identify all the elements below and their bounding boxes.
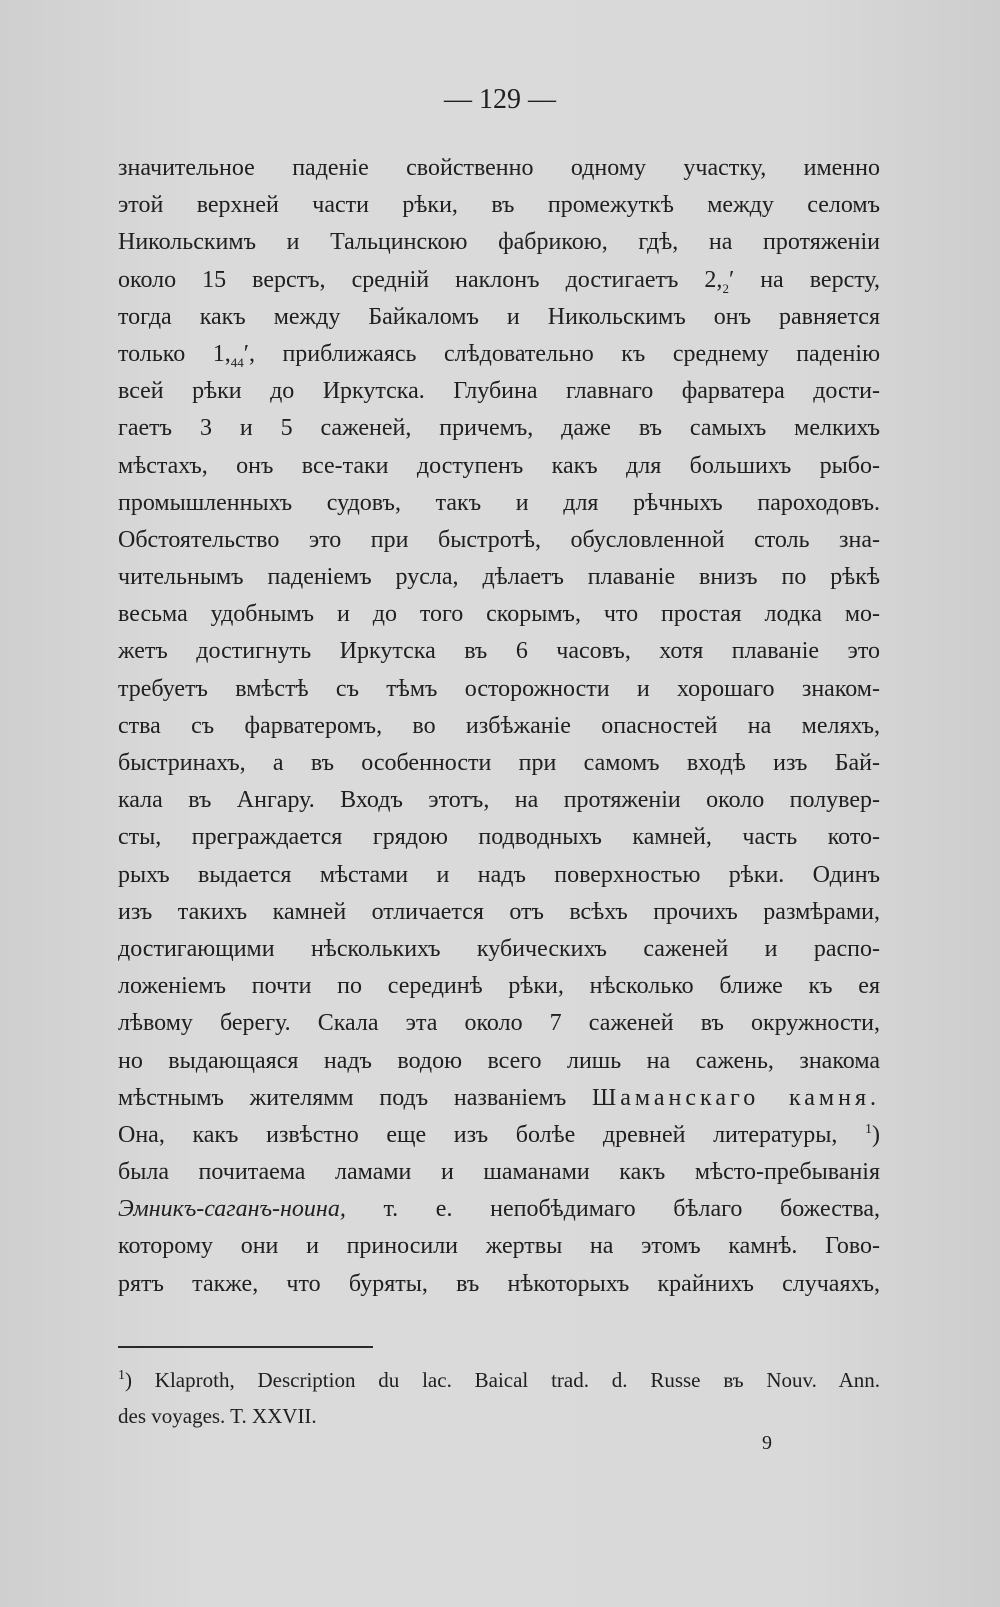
text-line: которому они и приносили жертвы на этомъ камнѣ. Гово- (118, 1233, 880, 1260)
text-line: гаетъ 3 и 5 саженей, причемъ, даже въ самыхъ мелкихъ (118, 415, 880, 442)
text-line: изъ такихъ камней отличается отъ всѣхъ прочихъ размѣрами, (118, 898, 880, 925)
text-line: жетъ достигнуть Иркутска въ 6 часовъ, хотя плаваніе это (118, 638, 880, 665)
text-line: была почитаема ламами и шаманами какъ мѣсто-пребыванія (118, 1159, 880, 1186)
text-line: сты, преграждается грядою подводныхъ камней, часть кото- (118, 824, 880, 851)
text-line: лѣвому берегу. Скала эта около 7 саженей въ окружности, (118, 1010, 880, 1037)
text-line: достигающими нѣсколькихъ кубическихъ саженей и распо- (118, 935, 880, 962)
text-line: промышленныхъ судовъ, такъ и для рѣчныхъ пароходовъ. (118, 489, 880, 516)
text-line: быстринахъ, а въ особенности при самомъ входѣ изъ Бай- (118, 750, 880, 776)
footnote-line: $^1$) Klaproth, Description du lac. Baical trad. d. Russe въ Nouv. Ann. (118, 1368, 880, 1392)
body-text (118, 150, 880, 1303)
text-line: всей рѣки до Иркутска. Глубина главнаго фарватера дости- (118, 378, 880, 405)
text-line: рыхъ выдается мѣстами и надъ поверхностью рѣки. Одинъ (118, 861, 880, 888)
page-number-header: — 129 — (444, 84, 556, 115)
text-line-with-subscript: около 15 верстъ, средній наклонъ достигаетъ $2,_2'$ на версту, (118, 266, 880, 296)
text-line: рятъ также, что буряты, въ нѣкоторыхъ крайнихъ случаяхъ, (118, 1270, 880, 1297)
text-line: мѣстахъ, онъ все-таки доступенъ какъ для большихъ рыбо- (118, 452, 880, 479)
text-line-italic: Эмникъ-саганъ-ноина, т. е. непобѣдимаго бѣлаго божества, (118, 1196, 880, 1223)
text-line-with-footnote-ref: Она, какъ извѣстно еще изъ болѣе древней литературы, $^1$) (118, 1121, 880, 1148)
text-line: чительнымъ паденіемъ русла, дѣлаетъ плаваніе внизъ по рѣкѣ (118, 564, 880, 591)
text-line: значительное паденіе свойственно одному участку, именно (118, 155, 880, 181)
footnote-divider (118, 1346, 373, 1348)
text-line: ства съ фарватеромъ, во избѣжаніе опасностей на меляхъ, (118, 712, 880, 739)
text-line: кала въ Ангару. Входъ этотъ, на протяженіи около полувер- (118, 787, 880, 814)
text-line: весьма удобнымъ и до того скорымъ, что простая лодка мо- (118, 601, 880, 628)
text-line: требуетъ вмѣстѣ съ тѣмъ осторожности и хорошаго знаком- (118, 675, 880, 702)
text-line: Обстоятельство это при быстротѣ, обусловленной столь зна- (118, 526, 880, 553)
text-line: но выдающаяся надъ водою всего лишь на сажень, знакома (118, 1047, 880, 1074)
text-line: Никольскимъ и Тальцинскою фабрикою, гдѣ, на протяженіи (118, 229, 880, 256)
signature-mark: 9 (762, 1432, 772, 1454)
footnote-line: des voyages. T. XXVII. (118, 1404, 317, 1428)
text-line: ложеніемъ почти по серединѣ рѣки, нѣсколько ближе къ ея (118, 973, 880, 1000)
text-line: тогда какъ между Байкаломъ и Никольскимъ онъ равняется (118, 303, 880, 330)
footnote (118, 1362, 880, 1434)
text-line-with-subscript: только $1,_{44}'$, приближаясь слѣдовательно къ среднему паденію (118, 340, 880, 370)
text-line-spaced: мѣстнымъ жителямм подъ названіемъ Шаманскаго камня. (118, 1084, 881, 1111)
text-line: этой верхней части рѣки, въ промежуткѣ между селомъ (118, 192, 880, 219)
